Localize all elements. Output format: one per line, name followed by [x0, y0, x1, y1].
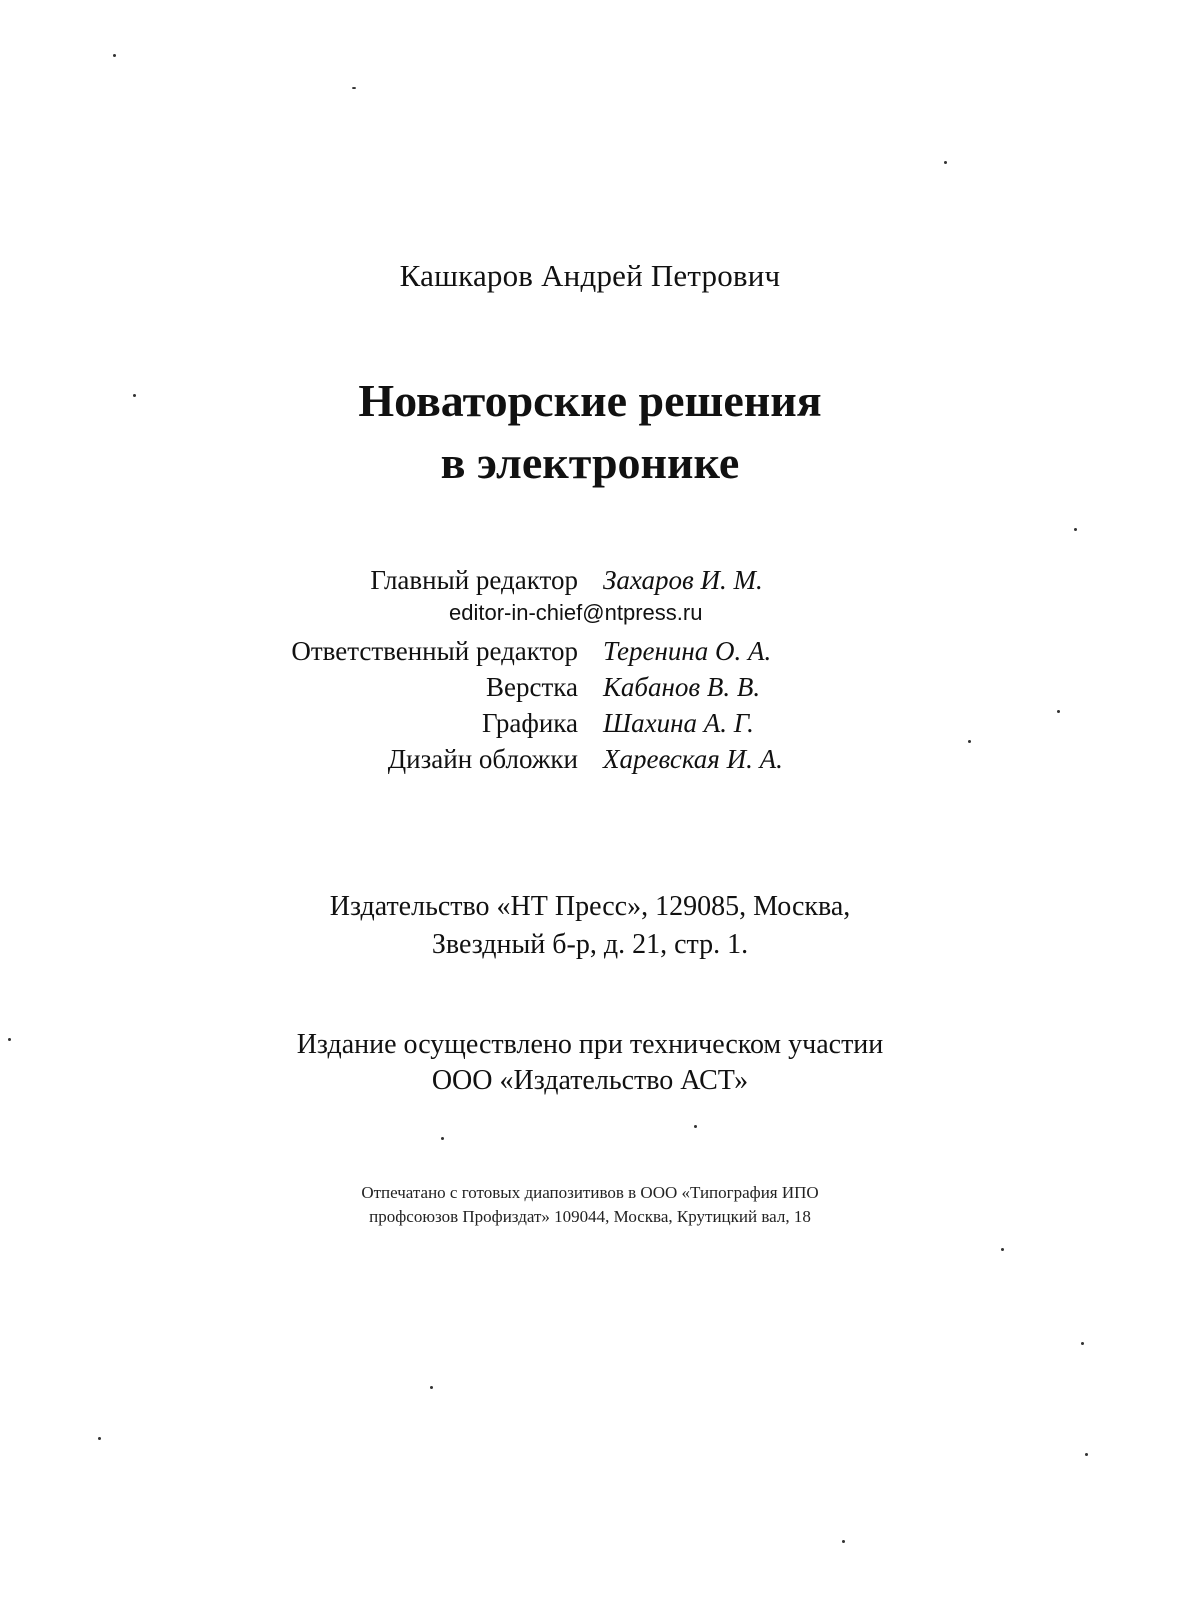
technical-participation-line-1: Издание осуществлено при техническом участии	[296, 1029, 884, 1060]
scan-speck	[441, 1137, 444, 1140]
editor-email: editor-in-chief@ntpress.ru	[449, 600, 703, 625]
scan-speck	[352, 87, 356, 89]
credit-role: Графика	[481, 708, 578, 738]
author-name: Кашкаров Андрей Петрович	[399, 258, 781, 293]
publisher-address	[0, 888, 1180, 964]
credit-name: Кабанов В. В.	[603, 672, 761, 702]
scan-speck	[968, 740, 971, 743]
credit-row-layout	[0, 672, 1200, 708]
scan-speck	[1057, 710, 1060, 713]
credit-role: Дизайн обложки	[387, 744, 578, 774]
credit-role: Главный редактор	[370, 565, 578, 595]
scan-speck	[98, 1437, 101, 1440]
credits-block	[0, 565, 1200, 780]
technical-participation-note	[0, 1027, 1180, 1099]
book-title-line-2: в электронике	[440, 437, 740, 488]
credit-name: Захаров И. М.	[603, 565, 763, 595]
credit-row-cover-design	[0, 744, 1200, 780]
printing-note	[0, 1181, 1180, 1229]
scan-speck	[694, 1125, 697, 1128]
publisher-line-2: Звездный б-р, д. 21, стр. 1.	[431, 929, 749, 960]
credit-name: Теренина О. А.	[603, 636, 772, 666]
book-title	[0, 370, 1180, 494]
credit-row-responsible-editor	[0, 636, 1200, 672]
scan-speck	[113, 54, 116, 57]
scan-speck	[1001, 1248, 1004, 1251]
scan-speck	[944, 161, 947, 164]
printing-note-line-1: Отпечатано с готовых диапозитивов в ООО «Типография ИПО	[361, 1183, 819, 1202]
scan-speck	[1085, 1453, 1088, 1456]
editor-email-row	[0, 598, 1200, 636]
credit-name: Шахина А. Г.	[603, 708, 754, 738]
scan-speck	[8, 1038, 11, 1041]
credit-role: Верстка	[486, 672, 578, 702]
scan-speck	[430, 1386, 433, 1389]
printing-note-line-2: профсоюзов Профиздат» 109044, Москва, Крутицкий вал, 18	[369, 1207, 811, 1226]
scan-speck	[133, 394, 136, 397]
scan-speck	[842, 1540, 845, 1543]
book-title-line-1: Новаторские решения	[358, 375, 822, 426]
credit-row-graphics	[0, 708, 1200, 744]
credit-role: Ответственный редактор	[291, 636, 578, 666]
scan-speck	[1081, 1342, 1084, 1345]
credit-row-chief-editor	[0, 565, 1200, 601]
technical-participation-line-2: ООО «Издательство АСТ»	[431, 1065, 749, 1096]
scan-speck	[1074, 528, 1077, 531]
credit-name: Харевская И. А.	[603, 744, 783, 774]
publisher-line-1: Издательство «НТ Пресс», 129085, Москва,	[329, 891, 851, 922]
